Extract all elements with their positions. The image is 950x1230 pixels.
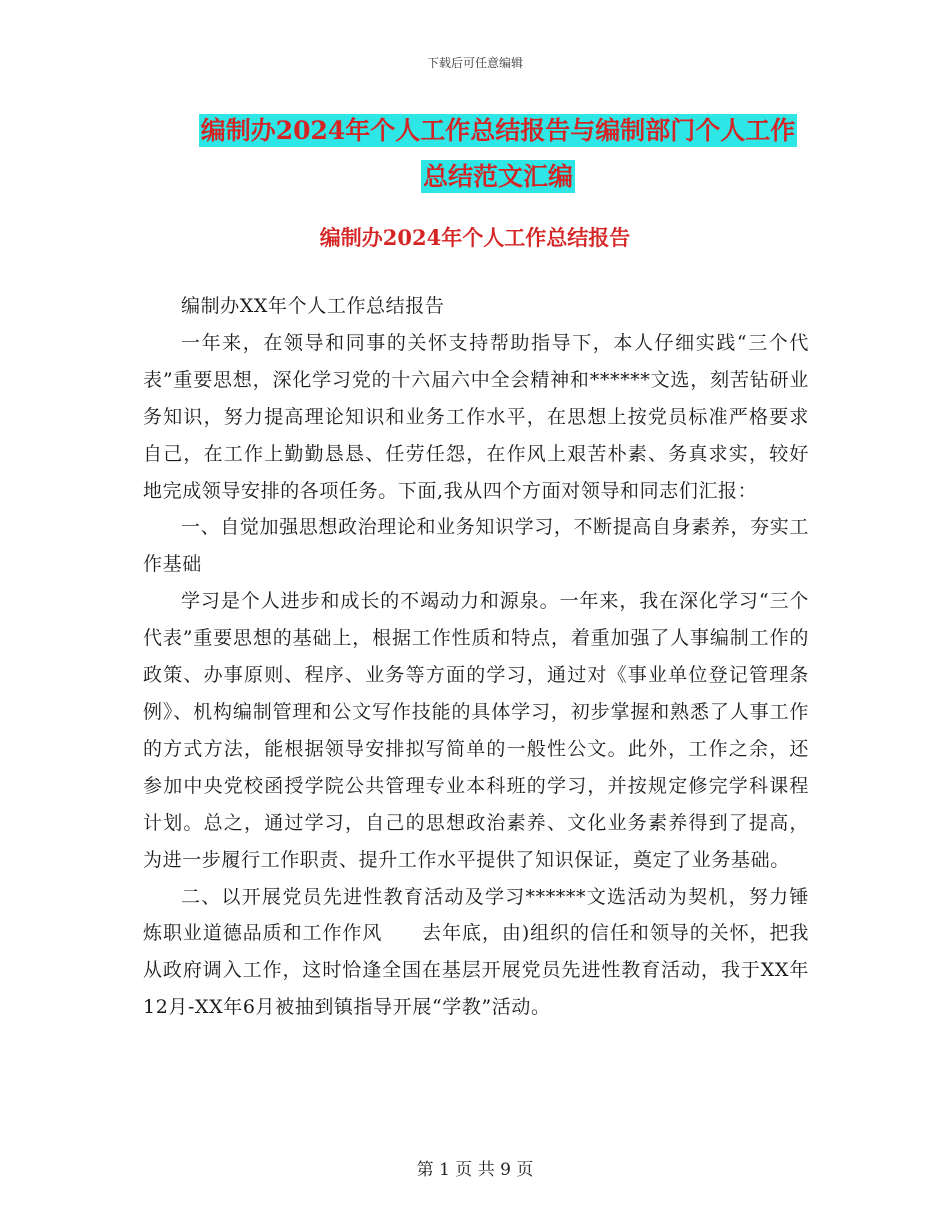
body-paragraph: 二、以开展党员先进性教育活动及学习******文选活动为契机，努力锤炼职业道德品质和工作作风 去年底，由)组织的信任和领导的关怀，把我从政府调入工作，这时恰逢全国在基层开展党员先进性教育活动，我于XX年12月-XX年6月被抽到镇指导开展“学教”活动。: [143, 885, 809, 1019]
document-body: [143, 288, 809, 1026]
page-header-note: 下载后可任意编辑: [426, 56, 523, 70]
body-paragraph: 编制办XX年个人工作总结报告: [181, 295, 445, 317]
body-paragraph: 一、自觉加强思想政治理论和业务知识学习，不断提高自身素养，夯实工作基础: [143, 516, 809, 576]
body-paragraph: 一年来，在领导和同事的关怀支持帮助指导下，本人仔细实践“三个代表”重要思想，深化学习党的十六届六中全会精神和******文选，刻苦钻研业务知识，努力提高理论知识和业务工作水平，在思想上按党员标准严格要求自己，在工作上勤勤恳恳、任劳任怨，在作风上艰苦朴素、务真求实，较好地完成领导安排的各项任务。下面,我从四个方面对领导和同志们汇报：: [143, 331, 809, 502]
document-title-line-2: 总结范文汇编: [422, 162, 573, 191]
section-title: 编制办2024年个人工作总结报告: [319, 225, 631, 250]
body-paragraph: 学习是个人进步和成长的不竭动力和源泉。一年来，我在深化学习“三个代表”重要思想的基础上，根据工作性质和特点，着重加强了人事编制工作的政策、办事原则、程序、业务等方面的学习，通过对《事业单位登记管理条例》、机构编制管理和公文写作技能的具体学习，初步掌握和熟悉了人事工作的方式方法，能根据领导安排拟写简单的一般性公文。此外，工作之余，还参加中央党校函授学院公共管理专业本科班的学习，并按规定修完学科课程计划。总之，通过学习，自己的思想政治素养、文化业务素养得到了提高，为进一步履行工作职责、提升工作水平提供了知识保证，奠定了业务基础。: [143, 590, 809, 871]
page-number: 第 1 页 共 9 页: [416, 1160, 534, 1180]
document-title-line-1: 编制办2024年个人工作总结报告与编制部门个人工作: [200, 116, 796, 145]
document-title: [140, 108, 856, 200]
